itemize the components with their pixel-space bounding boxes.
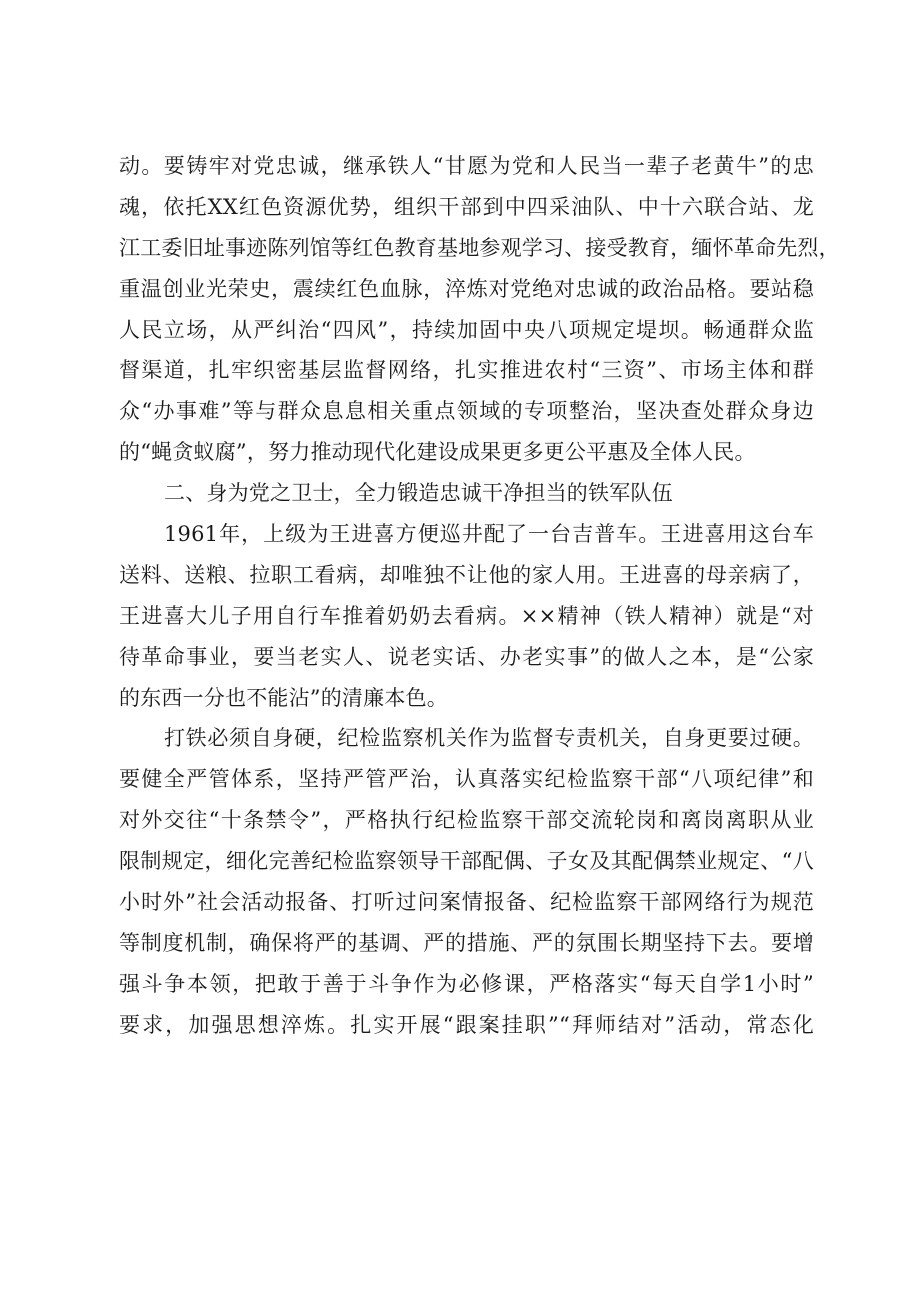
text-line: 重温创业光荣史，震续红色血脉，淬炼对党绝对忠诚的政治品格。要站稳 (119, 276, 814, 301)
text-line: 的东西一分也不能沾”的清廉本色。 (119, 685, 448, 710)
text-line: 等制度机制，确保将严的基调、严的措施、严的氛围长期坚持下去。要增 (119, 930, 814, 955)
body-text (119, 146, 840, 1046)
text-line: 限制规定，细化完善纪检监察领导干部配偶、子女及其配偶禁业规定、“八 (119, 849, 814, 874)
text-line: 小时外”社会活动报备、打听过问案情报备、纪检监察干部网络行为规范 (119, 890, 814, 915)
text-line: 动。要铸牢对党忠诚，继承铁人“甘愿为党和人民当一辈子老黄牛”的忠 (119, 154, 814, 178)
text-line: 强斗争本领，把敢于善于斗争作为必修课，严格落实“每天自学1小时” (119, 971, 814, 996)
text-line: 众“办事难”等与群众息息相关重点领域的专项整治，坚决查处群众身边 (119, 399, 814, 424)
text-line: 送料、送粮、拉职工看病，却唯独不让他的家人用。王进喜的母亲病了， (119, 562, 814, 587)
text-line: 要健全严管体系，坚持严管严治，认真落实纪检监察干部“八项纪律”和 (119, 767, 814, 792)
text-line: 魂，依托XX红色资源优势，组织干部到中四采油队、中十六联合站、龙 (119, 194, 814, 219)
text-line: 待革命事业，要当老实人、说老实话、办老实事”的做人之本，是“公家 (119, 644, 814, 669)
text-line: 对外交往“十条禁令”，严格执行纪检监察干部交流轮岗和离岗离职从业 (119, 808, 814, 833)
text-line: 王进喜大儿子用自行车推着奶奶去看病。××精神（铁人精神）就是“对 (119, 603, 814, 628)
text-line: 督渠道，扎牢织密基层监督网络，扎实推进农村“三资”、市场主体和群 (119, 358, 814, 383)
text-line: 打铁必须自身硬，纪检监察机关作为监督专责机关，自身更要过硬。 (164, 726, 814, 751)
section-heading: 二、身为党之卫士，全力锻造忠诚干净担当的铁军队伍 (164, 481, 673, 506)
text-line: 人民立场，从严纠治“四风”，持续加固中央八项规定堤坝。畅通群众监 (119, 317, 814, 342)
text-line: 江工委旧址事迹陈列馆等红色教育基地参观学习、接受教育，缅怀革命先烈， (119, 235, 840, 260)
text-line: 的“蝇贪蚁腐”，努力推动现代化建设成果更多更公平惠及全体人民。 (119, 440, 756, 465)
text-line: 1961年，上级为王进喜方便巡井配了一台吉普车。王进喜用这台车 (164, 522, 814, 547)
text-line: 要求，加强思想淬炼。扎实开展“跟案挂职”“拜师结对”活动，常态化 (119, 1012, 814, 1037)
